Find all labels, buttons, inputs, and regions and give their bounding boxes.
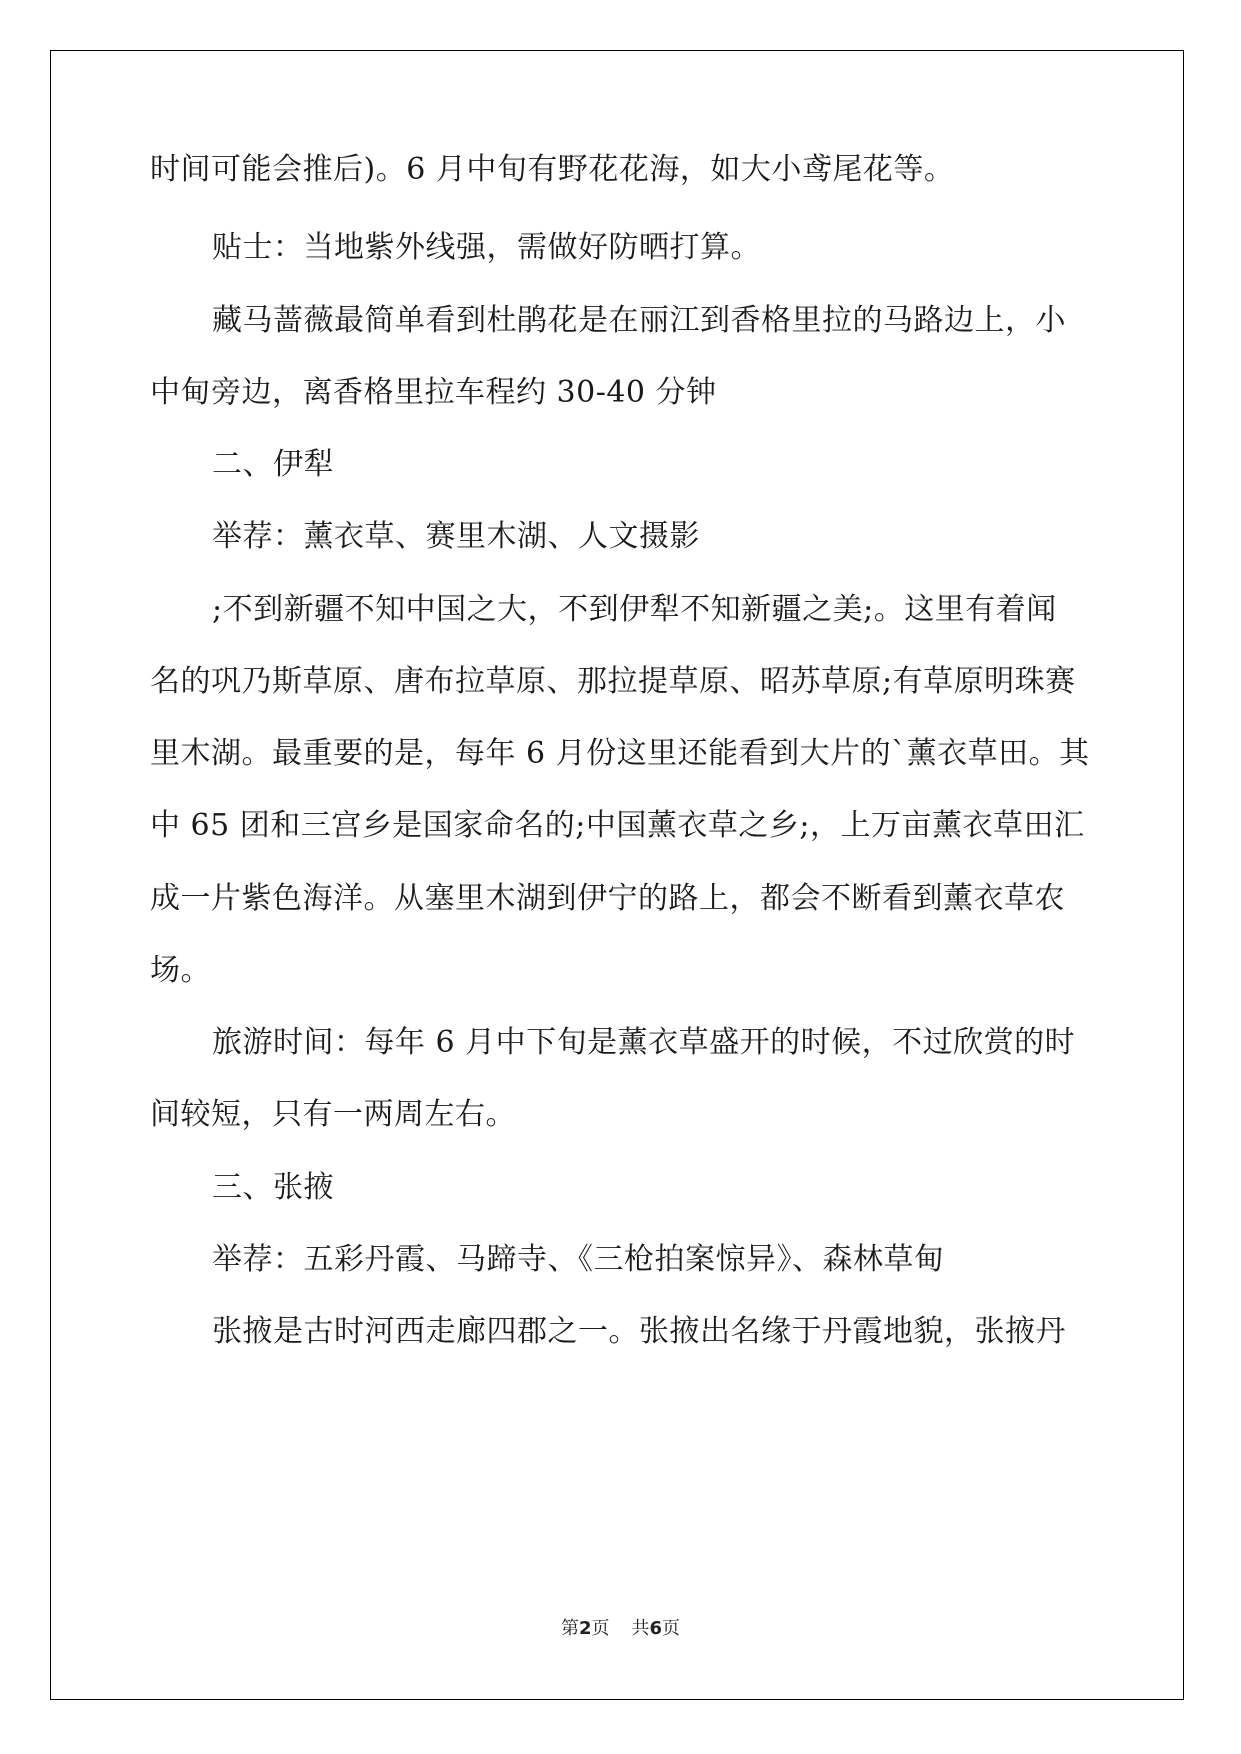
footer-total-prefix: 共 (631, 1618, 650, 1639)
text-line-11: 成一片紫色海洋。从塞里木湖到伊宁的路上，都会不断看到薰衣草农 (150, 881, 1065, 916)
footer-page-suffix: 页 (591, 1618, 610, 1639)
text-line-14: 间较短，只有一两周左右。 (150, 1097, 516, 1132)
text-line-4: 中甸旁边，离香格里拉车程约 30-40 分钟 (150, 375, 717, 410)
text-line-10: 中 65 团和三宫乡是国家命名的;中国薰衣草之乡;，上万亩薰衣草田汇 (150, 808, 1085, 843)
footer-total-suffix: 页 (662, 1618, 681, 1639)
section-heading-yili: 二、伊犁 (212, 447, 334, 482)
footer-page-prefix: 第 (560, 1618, 579, 1639)
text-line-7: ;不到新疆不知中国之大，不到伊犁不知新疆之美;。这里有着闻 (212, 592, 1057, 627)
text-line-13: 旅游时间：每年 6 月中下旬是薰衣草盛开的时候，不过欣赏的时 (212, 1025, 1076, 1060)
text-line-recommend-zhangye: 举荐：五彩丹霞、马蹄寺、《三枪拍案惊异》、森林草甸 (212, 1242, 945, 1277)
text-line-9: 里木湖。最重要的是，每年 6 月份这里还能看到大片的`薰衣草田。其 (150, 736, 1090, 771)
text-line-17: 张掖是古时河西走廊四郡之一。张掖出名缘于丹霞地貌，张掖丹 (212, 1314, 1066, 1349)
text-line-1: 时间可能会推后)。6 月中旬有野花花海，如大小鸢尾花等。 (150, 152, 955, 187)
section-heading-zhangye: 三、张掖 (212, 1170, 334, 1205)
text-line-8: 名的巩乃斯草原、唐布拉草原、那拉提草原、昭苏草原;有草原明珠赛 (150, 664, 1076, 699)
text-line-tip: 贴士：当地紫外线强，需做好防晒打算。 (212, 230, 761, 265)
text-line-recommend-yili: 举荐：薰衣草、赛里木湖、人文摄影 (212, 519, 700, 554)
footer-total-number: 6 (649, 1618, 663, 1639)
text-line-3: 藏马蔷薇最简单看到杜鹃花是在丽江到香格里拉的马路边上，小 (212, 303, 1066, 338)
page-footer (0, 1617, 1241, 1641)
footer-page-number: 2 (578, 1618, 592, 1639)
page-border (50, 50, 1184, 1700)
text-line-12: 场。 (150, 953, 211, 988)
